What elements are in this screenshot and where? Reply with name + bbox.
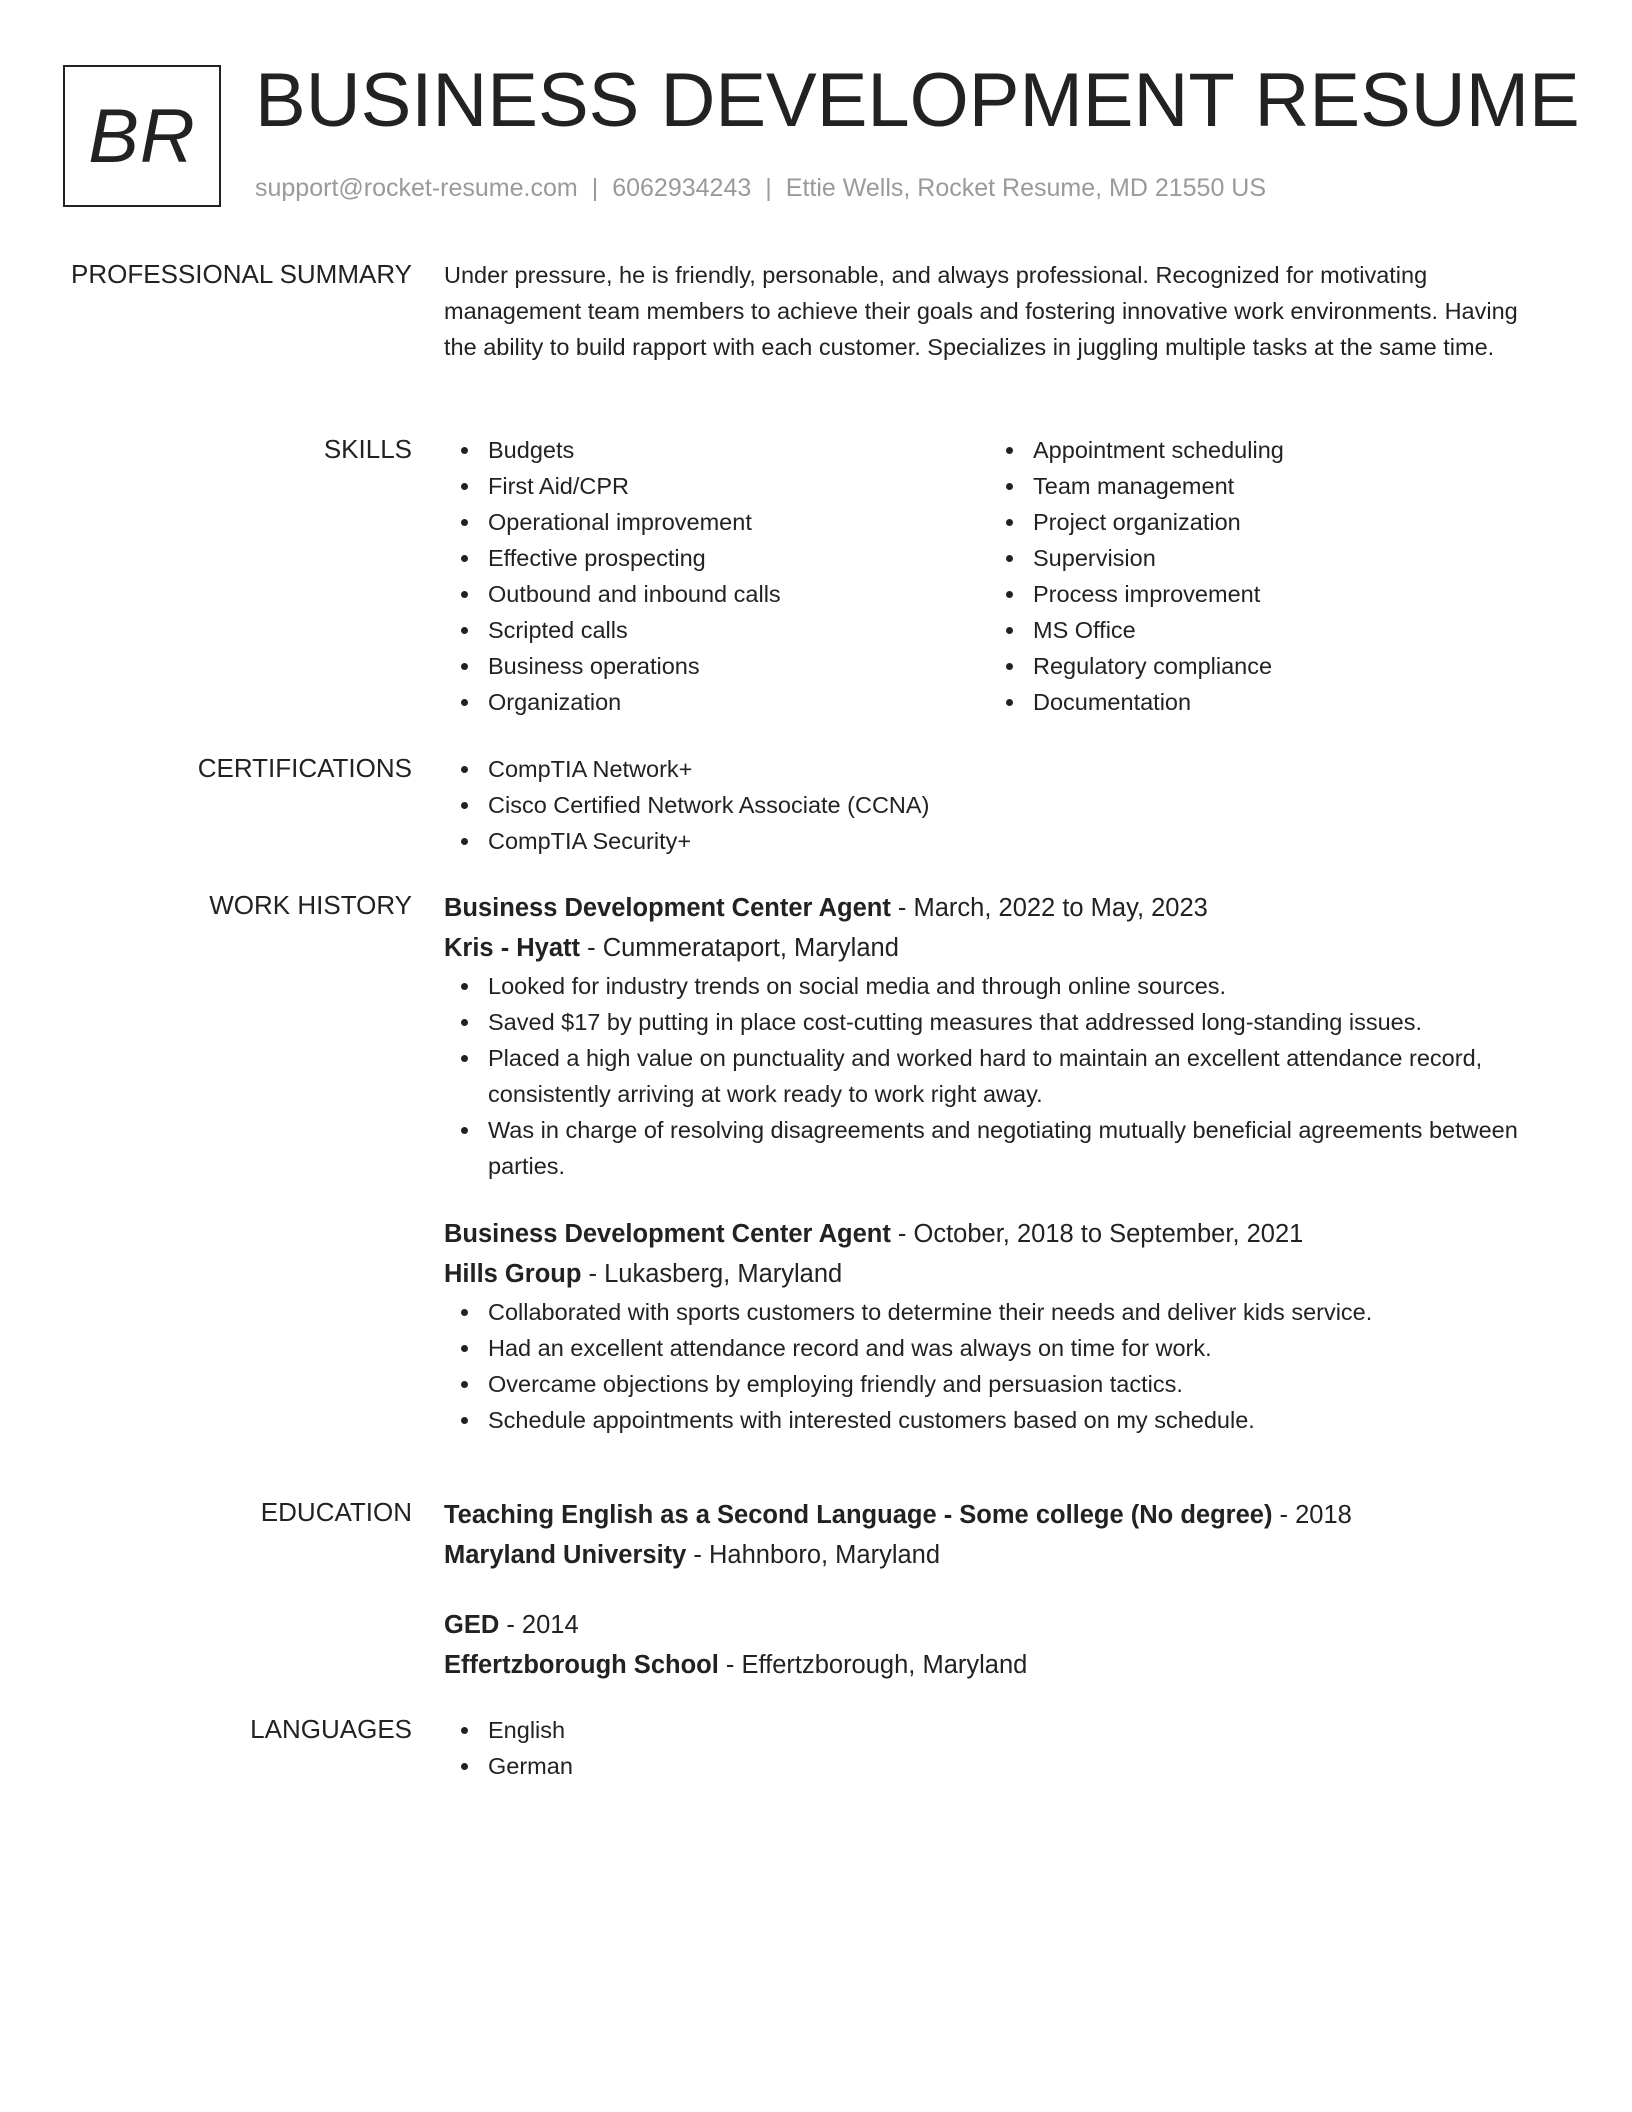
education-degree: Teaching English as a Second Language - Some college (No degree) (444, 1501, 1273, 1529)
job-dates: - March, 2022 to May, 2023 (890, 894, 1208, 922)
skill-item: Effective prospecting (444, 540, 989, 576)
job-bullets (444, 1294, 1534, 1438)
job-bullet: Saved $17 by putting in place cost-cutting measures that addressed long-standing issues. (444, 1004, 1534, 1040)
section-heading: LANGUAGES (250, 1714, 412, 1744)
job-bullet: Placed a high value on punctuality and worked hard to maintain an excellent attendance record, consistently arriving at work ready to work right away. (444, 1040, 1534, 1112)
education-school-line (444, 1535, 1534, 1575)
skill-item: Project organization (989, 504, 1534, 540)
education-degree: GED (444, 1611, 500, 1639)
education-year: - 2018 (1272, 1501, 1352, 1529)
skill-item: Budgets (444, 432, 989, 468)
education-degree-line (444, 1605, 1534, 1645)
certifications-list (444, 751, 1534, 859)
job-title: Business Development Center Agent (444, 1220, 891, 1248)
skills-list-left (444, 432, 989, 720)
work-history-body (444, 888, 1534, 1438)
job-bullets (444, 968, 1534, 1184)
section-heading: SKILLS (323, 434, 412, 464)
job-title-line (444, 1214, 1534, 1254)
summary-text: Under pressure, he is friendly, personable, and always professional. Recognized for motivating management team members to achieve their goals and fostering innovative work environments. Having the ability to build rapport with each customer. Specializes in juggling multiple tasks at the same time. (444, 262, 1518, 360)
education-degree-line (444, 1495, 1534, 1535)
job-location: - Lukasberg, Maryland (581, 1260, 843, 1288)
contact-line (255, 174, 1266, 203)
education-location: - Hahnboro, Maryland (686, 1541, 941, 1569)
language-item: English (444, 1712, 1534, 1748)
summary-body (444, 257, 1534, 365)
skills-list-right (989, 432, 1534, 720)
skill-item: Process improvement (989, 576, 1534, 612)
job-title-line (444, 888, 1534, 928)
job-bullet: Schedule appointments with interested customers based on my schedule. (444, 1402, 1534, 1438)
languages-list (444, 1712, 1534, 1784)
job-bullet: Collaborated with sports customers to determine their needs and deliver kids service. (444, 1294, 1534, 1330)
certifications-body (444, 751, 1534, 859)
contact-email: support@rocket-resume.com (255, 174, 578, 202)
skill-item: Regulatory compliance (989, 648, 1534, 684)
job-entry (444, 888, 1534, 1184)
section-heading: CERTIFICATIONS (197, 753, 412, 783)
section-heading: WORK HISTORY (209, 890, 412, 920)
education-body (444, 1495, 1534, 1685)
languages-body (444, 1712, 1534, 1784)
monogram-logo: BR (63, 65, 221, 207)
education-year: - 2014 (499, 1611, 579, 1639)
job-company-line (444, 1254, 1534, 1294)
education-school: Maryland University (444, 1541, 687, 1569)
skill-item: Scripted calls (444, 612, 989, 648)
skill-item: Appointment scheduling (989, 432, 1534, 468)
resume-title: BUSINESS DEVELOPMENT RESUME (255, 58, 1580, 143)
education-entry (444, 1495, 1534, 1575)
education-entry (444, 1605, 1534, 1685)
skill-item: First Aid/CPR (444, 468, 989, 504)
skill-item: MS Office (989, 612, 1534, 648)
job-entry (444, 1214, 1534, 1438)
skill-item: Operational improvement (444, 504, 989, 540)
contact-phone: 6062934243 (612, 174, 752, 202)
education-school: Effertzborough School (444, 1651, 719, 1679)
education-school-line (444, 1645, 1534, 1685)
job-company: Kris - Hyatt (444, 934, 581, 962)
education-location: - Effertzborough, Maryland (718, 1651, 1028, 1679)
job-location: - Cummerataport, Maryland (580, 934, 899, 962)
job-bullet: Had an excellent attendance record and was always on time for work. (444, 1330, 1534, 1366)
section-heading: EDUCATION (260, 1497, 412, 1527)
contact-address: Ettie Wells, Rocket Resume, MD 21550 US (785, 174, 1267, 202)
contact-separator: | (591, 174, 599, 202)
job-bullet: Was in charge of resolving disagreements and negotiating mutually beneficial agreements between parties. (444, 1112, 1534, 1184)
job-company: Hills Group (444, 1260, 582, 1288)
skill-item: Supervision (989, 540, 1534, 576)
contact-separator: | (765, 174, 772, 202)
skill-item: Organization (444, 684, 989, 720)
job-bullet: Looked for industry trends on social media and through online sources. (444, 968, 1534, 1004)
skill-item: Outbound and inbound calls (444, 576, 989, 612)
job-title: Business Development Center Agent (444, 894, 891, 922)
language-item: German (444, 1748, 1534, 1784)
section-heading: PROFESSIONAL SUMMARY (71, 259, 412, 289)
skills-body (444, 432, 1534, 720)
certification-item: Cisco Certified Network Associate (CCNA) (444, 787, 1534, 823)
skill-item: Business operations (444, 648, 989, 684)
job-bullet: Overcame objections by employing friendly and persuasion tactics. (444, 1366, 1534, 1402)
certification-item: CompTIA Security+ (444, 823, 1534, 859)
certification-item: CompTIA Network+ (444, 751, 1534, 787)
skill-item: Team management (989, 468, 1534, 504)
job-company-line (444, 928, 1534, 968)
skill-item: Documentation (989, 684, 1534, 720)
job-dates: - October, 2018 to September, 2021 (890, 1220, 1304, 1248)
